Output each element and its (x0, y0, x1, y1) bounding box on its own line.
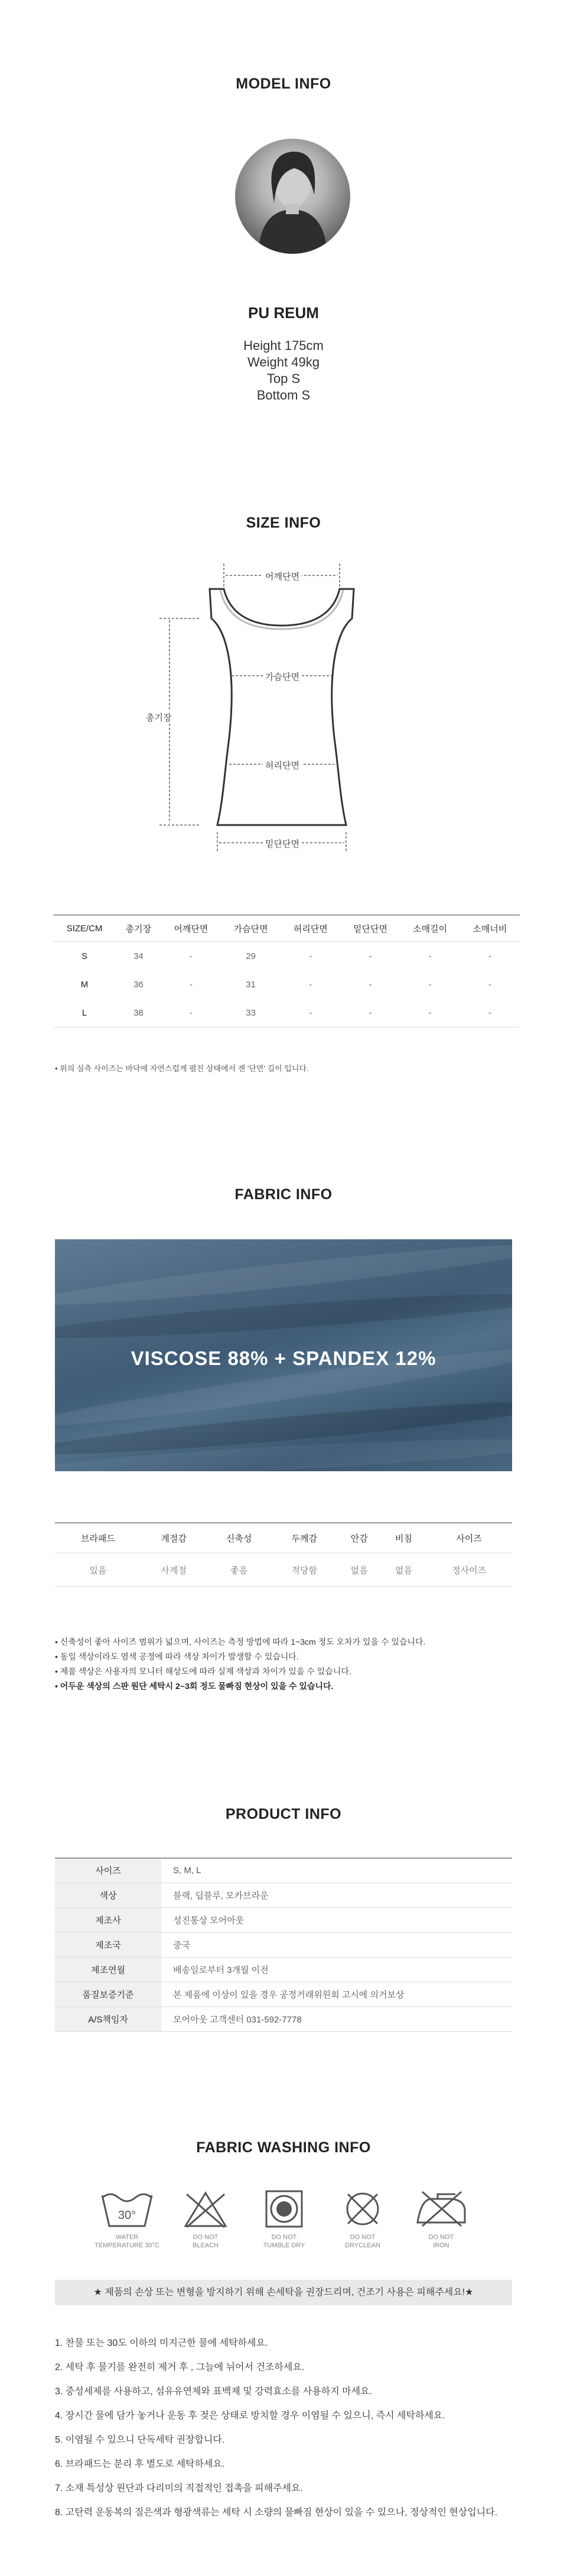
product-key: 품질보증기준 (55, 1982, 161, 2007)
fabric-props-header (55, 1523, 512, 1553)
product-key: A/S책임자 (55, 2007, 161, 2032)
size-cell: - (488, 951, 491, 961)
size-cell: - (428, 951, 432, 961)
size-cell: 34 (133, 951, 144, 961)
fabric-prop-value: 적당함 (272, 1553, 337, 1587)
wash-caption-line: TEMPERATURE 30°C (94, 2242, 159, 2249)
wash-30-item (89, 2189, 165, 2250)
fabric-note: • 신축성이 좋아 사이즈 범위가 넓으며, 사이즈는 측정 방법에 따라 1~3cm 정도 오차가 있을 수 있습니다. (55, 1637, 426, 1647)
table-row (55, 1553, 512, 1587)
size-col-header: 밑단단면 (340, 915, 400, 942)
product-value: 블랙, 딥블루, 모카브라운 (161, 1883, 512, 1908)
fabric-notes (55, 1635, 425, 1694)
size-cell: S (82, 951, 88, 961)
model-height: Height 175cm (243, 338, 324, 353)
size-cell: - (309, 979, 312, 990)
size-col-header: 총기장 (116, 915, 161, 942)
size-cell: 36 (133, 979, 144, 990)
size-cell: - (281, 999, 340, 1027)
list-item: 3. 중성세제를 사용하고, 섬유유연제와 표백제 및 강력효소를 사용하지 마세요. (55, 2387, 372, 2397)
table-row (55, 1858, 512, 1883)
table-row (53, 970, 520, 999)
hem-label: 밑단단면 (263, 837, 302, 850)
size-table-header (53, 915, 520, 942)
size-cell: - (340, 999, 400, 1027)
fabric-prop-header: 비침 (382, 1523, 426, 1553)
fabric-info-title: FABRIC INFO (234, 1186, 333, 1203)
fabric-prop-header: 브라패드 (55, 1523, 141, 1553)
size-table (53, 915, 520, 1027)
no-tumble-dry-icon (263, 2189, 305, 2228)
fabric-prop-value: 좋음 (206, 1553, 272, 1587)
shoulder-label: 어깨단면 (263, 570, 302, 582)
wash-caption (167, 2233, 244, 2250)
wash-caption-line: DO NOT (193, 2234, 219, 2241)
fabric-prop-header: 계절감 (141, 1523, 207, 1553)
size-col-header: SIZE/CM (53, 915, 116, 942)
list-item: 8. 고탄력 운동복의 질은색과 형광색류는 세탁 시 소량의 물빠짐 현상이 있을 수 있으나, 정상적인 현상입니다. (55, 2508, 498, 2518)
fabric-composition: VISCOSE 88% + SPANDEX 12% (131, 1347, 436, 1369)
size-cell: 38 (116, 999, 161, 1027)
washing-instructions (55, 2331, 497, 2525)
table-row (55, 1908, 512, 1933)
fabric-prop-header: 두께감 (272, 1523, 337, 1553)
list-item: 2. 세탁 후 물기를 완전히 제거 후 , 그늘에 뉘어서 건조하세요. (55, 2362, 305, 2372)
wash-caption (89, 2233, 165, 2250)
size-cell: - (400, 999, 460, 1027)
table-row (53, 942, 520, 971)
length-label: 총기장 (144, 711, 174, 724)
size-note: • 위의 실측 사이즈는 바닥에 자연스럽게 펼친 상태에서 잰 '단면' 길이 입니다. (55, 1064, 309, 1073)
size-col-header: 허리단면 (281, 915, 340, 942)
no-iron-item (403, 2189, 480, 2250)
size-cell: - (189, 979, 193, 990)
size-cell: - (161, 999, 221, 1027)
product-key: 제조연월 (55, 1958, 161, 1982)
size-info-title: SIZE INFO (246, 515, 321, 531)
product-value: 중국 (161, 1933, 512, 1958)
wash-caption (246, 2233, 322, 2250)
product-value: 성진통상 모어아웃 (161, 1908, 512, 1933)
fabric-prop-header: 신축성 (206, 1523, 272, 1553)
table-row (55, 1982, 512, 2007)
size-cell: - (460, 999, 520, 1027)
wash-caption-line: DO NOT (350, 2234, 376, 2241)
size-cell: 31 (246, 979, 256, 990)
fabric-prop-header: 사이즈 (426, 1523, 512, 1553)
washing-info-title: FABRIC WASHING INFO (196, 2139, 371, 2156)
table-row (53, 999, 520, 1027)
no-iron-icon (414, 2189, 468, 2228)
model-bottom-size: Bottom S (256, 388, 311, 402)
size-col-header: 소매너비 (460, 915, 520, 942)
product-key: 색상 (55, 1883, 161, 1908)
list-item: 6. 브라패드는 분리 후 별도로 세탁하세요. (55, 2459, 225, 2469)
no-bleach-item (167, 2189, 244, 2250)
size-cell: - (189, 951, 193, 961)
list-item: 4. 장시간 물에 담가 놓거나 운동 후 젖은 상태로 방치할 경우 이염될 수 있으니, 즉시 세탁하세요. (55, 2411, 445, 2421)
wash-caption-line: DRYCLEAN (345, 2242, 380, 2249)
list-item: 5. 이염될 수 있으니 단독세탁 권장합니다. (55, 2435, 225, 2445)
model-top-size: Top S (266, 371, 301, 386)
fabric-prop-header: 안감 (337, 1523, 382, 1553)
no-bleach-icon (182, 2189, 229, 2228)
no-dryclean-icon (342, 2189, 383, 2228)
chest-label: 가슴단면 (263, 670, 302, 683)
size-col-header: 소매길이 (400, 915, 460, 942)
wash-30-icon (100, 2189, 154, 2228)
wash-caption-line: DO NOT (428, 2234, 454, 2241)
fabric-note: • 동일 색상이라도 염색 공정에 따라 색상 차이가 발생할 수 있습니다. (55, 1652, 299, 1661)
product-value: 배송일로부터 3개월 이전 (161, 1958, 512, 1982)
size-cell: 33 (221, 999, 281, 1027)
fabric-properties-table (55, 1523, 512, 1587)
size-cell: - (488, 979, 491, 990)
product-info-title: PRODUCT INFO (225, 1806, 342, 1822)
fabric-prop-value: 있음 (55, 1553, 141, 1587)
wash-caption (403, 2233, 480, 2250)
wash-caption (324, 2233, 401, 2250)
size-cell: - (369, 979, 372, 990)
table-row (55, 1958, 512, 1982)
wash-caption-line: IRON (433, 2242, 449, 2249)
size-cell: L (53, 999, 116, 1027)
size-cell: 29 (246, 951, 256, 961)
wash-caption-line: DO NOT (271, 2234, 297, 2241)
table-row (55, 2007, 512, 2032)
fabric-note: • 제품 색상은 사용자의 모니터 해상도에 따라 실제 색상과 차이가 있을 수 있습니다. (55, 1667, 351, 1676)
model-weight: Weight 49kg (247, 355, 320, 369)
wash-caption-line: WATER (115, 2234, 139, 2241)
product-info-table (55, 1858, 512, 2032)
list-item: 1. 찬물 또는 30도 이하의 미지근한 물에 세탁하세요. (55, 2338, 268, 2348)
no-dryclean-item (324, 2189, 401, 2250)
product-value: 모어아웃 고객센터 031-592-7778 (161, 2007, 512, 2032)
waist-label: 허리단면 (263, 759, 302, 771)
product-key: 제조국 (55, 1933, 161, 1958)
model-info-title: MODEL INFO (236, 76, 331, 92)
product-key: 사이즈 (55, 1858, 161, 1883)
product-key: 제조사 (55, 1908, 161, 1933)
list-item: 7. 소재 특성상 원단과 다리미의 직접적인 접촉을 피해주세요. (55, 2483, 303, 2493)
size-col-header: 어깨단면 (161, 915, 221, 942)
washing-notice: ★ 제품의 손상 또는 변형을 방지하기 위해 손세탁을 권장드리며, 건조기 사용은 피해주세요!★ (55, 2280, 512, 2305)
fabric-note-bold: • 어두운 색상의 스판 원단 세탁시 2~3회 정도 물빠짐 현상이 있을 수 있습니다. (55, 1681, 334, 1691)
fabric-prop-value: 사계절 (141, 1553, 207, 1587)
product-value: 본 제품에 이상이 있을 경우 공정거래위원회 고시에 의거보상 (161, 1982, 512, 2007)
wash-caption-line: TUMBLE DRY (263, 2242, 305, 2249)
size-cell: - (428, 979, 432, 990)
no-tumble-dry-item (246, 2189, 322, 2250)
table-row (55, 1883, 512, 1908)
product-value: S, M, L (161, 1858, 512, 1883)
wash-30-symbol: 30° (118, 2209, 136, 2222)
size-cell: - (369, 951, 372, 961)
fabric-prop-value: 정사이즈 (426, 1553, 512, 1587)
wash-caption-line: BLEACH (192, 2242, 219, 2249)
size-col-header: 가슴단면 (221, 915, 281, 942)
fabric-prop-value: 없음 (337, 1553, 382, 1587)
size-cell: M (80, 979, 89, 990)
size-cell: - (309, 951, 312, 961)
tank-top-size-diagram (0, 0, 567, 885)
table-row (55, 1933, 512, 1958)
fabric-prop-value: 없음 (382, 1553, 426, 1587)
model-name: PU REUM (248, 304, 319, 322)
